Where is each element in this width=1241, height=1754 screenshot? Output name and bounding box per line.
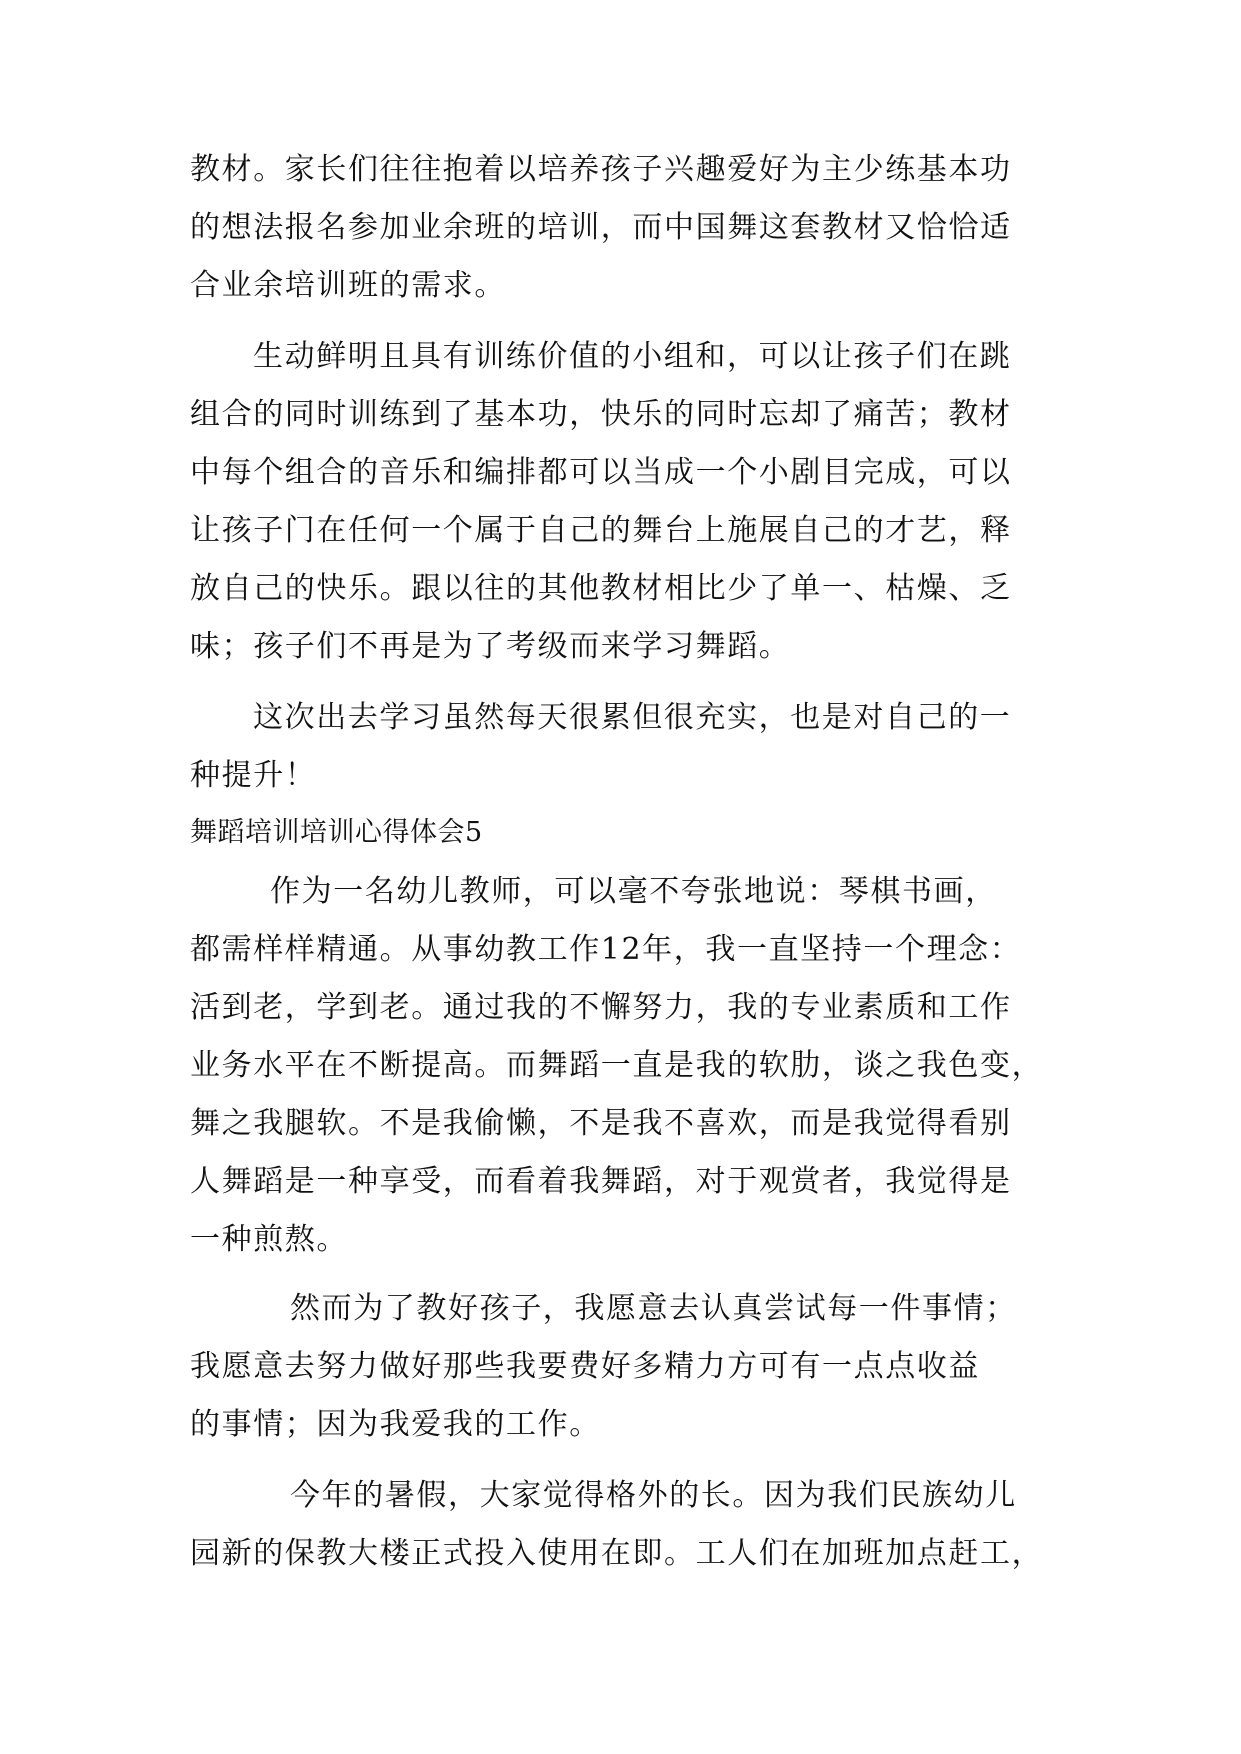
paragraph-line: 活到老，学到老。通过我的不懈努力，我的专业素质和工作 [190, 990, 1012, 1025]
paragraph-line: 然而为了教好孩子，我愿意去认真尝试每一件事情； [290, 1291, 1017, 1326]
paragraph-line: 园新的保教大楼正式投入使用在即。工人们在加班加点赶工， [190, 1536, 1044, 1571]
paragraph-line: 舞之我腿软。不是我偷懒，不是我不喜欢，而是我觉得看别 [190, 1106, 1012, 1141]
paragraph-line: 教材。家长们往往抱着以培养孩子兴趣爱好为主少练基本功 [190, 152, 1012, 187]
paragraph-line: 种提升！ [190, 758, 317, 793]
paragraph-line: 人舞蹈是一种享受，而看着我舞蹈，对于观赏者，我觉得是 [190, 1164, 1012, 1199]
paragraph-line: 我愿意去努力做好那些我要费好多精力方可有一点点收益 [190, 1349, 980, 1384]
paragraph-line: 放自己的快乐。跟以往的其他教材相比少了单一、枯燥、乏 [190, 571, 1012, 606]
section-heading: 舞蹈培训培训心得体会5 [190, 817, 483, 848]
paragraph-line: 组合的同时训练到了基本功，快乐的同时忘却了痛苦；教材 [190, 397, 1012, 432]
paragraph-line: 一种煎熬。 [190, 1222, 348, 1257]
paragraph-line: 中每个组合的音乐和编排都可以当成一个小剧目完成，可以 [190, 455, 1012, 490]
paragraph-line: 的想法报名参加业余班的培训，而中国舞这套教材又恰恰适 [190, 210, 1012, 245]
paragraph-line: 合业余培训班的需求。 [190, 268, 506, 303]
paragraph-line: 味；孩子们不再是为了考级而来学习舞蹈。 [190, 629, 791, 664]
paragraph-line: 今年的暑假，大家觉得格外的长。因为我们民族幼儿 [290, 1478, 1017, 1513]
paragraph-line: 都需样样精通。从事幼教工作12年，我一直坚持一个理念： [190, 932, 1022, 967]
paragraph-line: 让孩子门在任何一个属于自己的舞台上施展自己的才艺，释 [190, 513, 1012, 548]
paragraph-line: 这次出去学习虽然每天很累但很充实，也是对自己的一 [253, 700, 1012, 735]
paragraph-line: 作为一名幼儿教师，可以毫不夸张地说：琴棋书画， [270, 874, 997, 909]
paragraph-line: 的事情；因为我爱我的工作。 [190, 1407, 601, 1442]
paragraph-line: 生动鲜明且具有训练价值的小组和，可以让孩子们在跳 [253, 339, 1012, 374]
paragraph-line: 业务水平在不断提高。而舞蹈一直是我的软肋，谈之我色变， [190, 1048, 1044, 1083]
